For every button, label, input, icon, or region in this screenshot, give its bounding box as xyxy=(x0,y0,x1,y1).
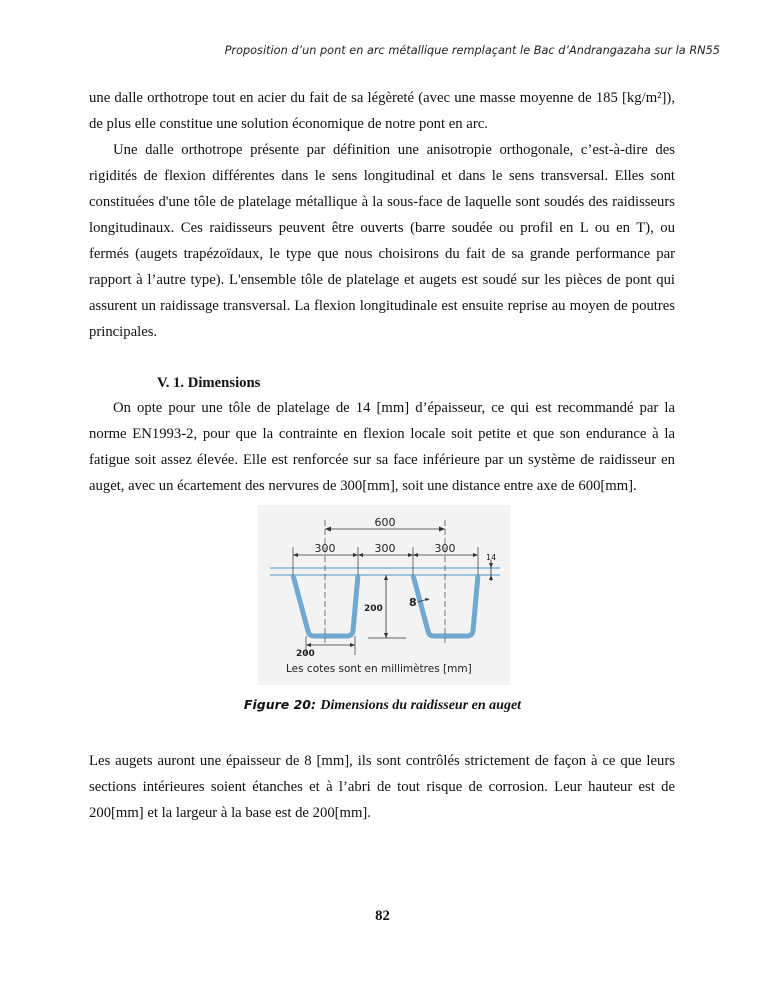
dim-label-600: 600 xyxy=(374,516,396,529)
closing-text xyxy=(89,748,675,826)
dim-label-8: 8 xyxy=(409,596,417,609)
units-note: Les cotes sont en millimètres [mm] xyxy=(286,663,472,675)
figure-caption xyxy=(0,697,765,714)
dim-label-300-left: 300 xyxy=(314,542,336,555)
intro-text xyxy=(89,85,675,345)
trough-stiffener-diagram xyxy=(258,505,510,685)
stiffener-figure xyxy=(258,505,510,685)
paragraph-dimensions: On opte pour une tôle de platelage de 14 [mm] d’épaisseur, ce qui est recommandé par la norme EN1993-2, pour que la contrainte en flexion locale soit petite et que son endurance à la fatigue soit assez élevée. Elle est renforcée sur sa face inférieure par un système de raidisseur en auget, avec un écartement des nervures de 300[mm], soit une distance entre axe de 600[mm]. xyxy=(89,400,675,494)
paragraph-continued: une dalle orthotrope tout en acier du fait de sa légèreté (avec une masse moyenne de 185 [kg/m²]), de plus elle constitue une solution économique de notre pont en arc. xyxy=(89,90,675,132)
caption-text: Dimensions du raidisseur en auget xyxy=(320,698,522,713)
dim-label-300-middle: 300 xyxy=(374,542,396,555)
paragraph-orthotropic-definition: Une dalle orthotrope présente par définition une anisotropie orthogonale, c’est-à-dire des rigidités de flexion différentes dans le sens longitudinal et dans le sens transversal. Elles sont constituées d'une tôle de platelage métallique à la sous-face de laquelle sont soudés des raidisseurs longitudinaux. Ces raidisseurs peuvent être ouverts (barre soudée ou profil en L ou en T), ou fermés (augets trapézoïdaux, le type que nous choisirons du fait de sa grande performance par rapport à l’autre type). L'ensemble tôle de platelage et augets est soudé sur les pièces de pont qui assurent un raidissage transversal. La flexion longitudinale est ensuite reprise au moyen de poutres principales. xyxy=(89,142,675,340)
section-heading: V. 1. Dimensions xyxy=(157,375,261,391)
dim-label-14: 14 xyxy=(486,553,497,562)
page-number: 82 xyxy=(375,908,390,924)
dimensions-text xyxy=(89,395,675,499)
paragraph-trough-specs: Les augets auront une épaisseur de 8 [mm], ils sont contrôlés strictement de façon à ce que leurs sections intérieures soient étanches et à l’abri de tout risque de corrosion. Leur hauteur est de 200[mm] et la largeur à la base est de 200[mm]. xyxy=(89,753,675,821)
caption-label: Figure 20: xyxy=(243,697,316,712)
dim-label-200-height: 200 xyxy=(364,604,383,614)
dim-label-200-base: 200 xyxy=(296,649,315,659)
dim-label-300-right: 300 xyxy=(434,542,456,555)
running-header: Proposition d’un pont en arc métallique remplaçant le Bac d’Andrangazaha sur la RN55 xyxy=(224,44,720,57)
